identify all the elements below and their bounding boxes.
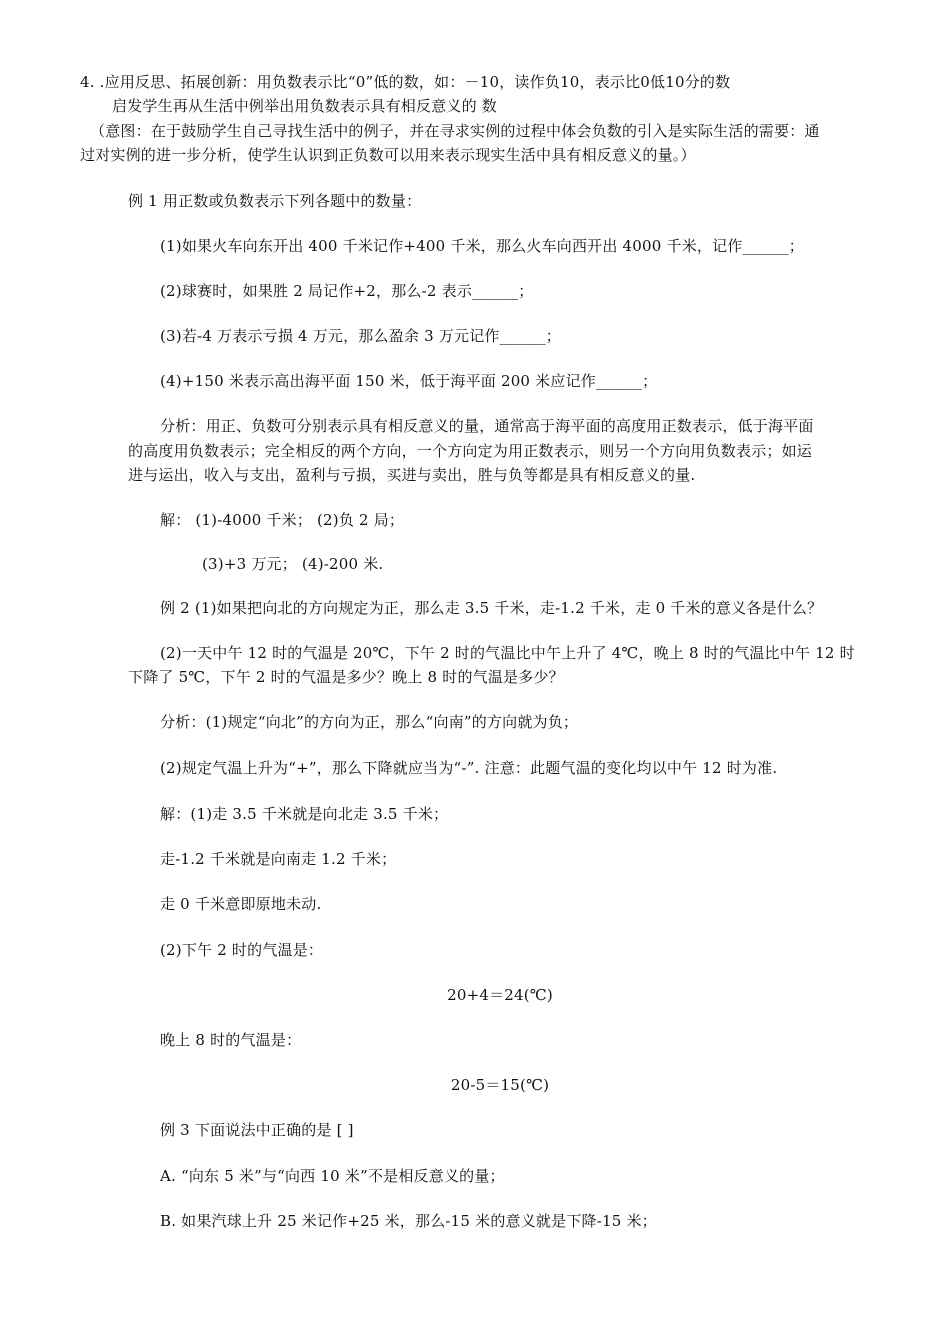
example-1-analysis-line-1: 分析：用正、负数可分别表示具有相反意义的量，通常高于海平面的高度用正数表示，低于海平面 [160,417,814,435]
example-2-question-1: 例 2 (1)如果把向北的方向规定为正，那么走 3.5 千米，走-1.2 千米，走 0 千米的意义各是什么？ [160,599,823,617]
example-2-analysis-2: (2)规定气温上升为“+”，那么下降就应当为“-”. 注意：此题气温的变化均以中午 12 时为准. [160,759,778,777]
example-1-question-3: (3)若-4 万表示亏损 4 万元，那么盈余 3 万元记作______； [160,327,561,345]
section-4-line-2: 启发学生再从生活中例举出用负数表示具有相反意义的 数 [112,97,497,115]
section-4-line-1: 4. .应用反思、拓展创新：用负数表示比“0”低的数，如：－10，读作负10，表示比0低10分的数 [80,73,731,91]
example-2-solution-3: 走 0 千米意即原地未动. [160,895,322,913]
example-1-title: 例 1 用正数或负数表示下列各题中的数量： [128,192,422,210]
example-3-option-b: B. 如果汽球上升 25 米记作+25 米，那么-15 米的意义就是下降-15 米； [160,1212,657,1230]
example-1-analysis-line-2: 的高度用负数表示；完全相反的两个方向，一个方向定为用正数表示，则另一个方向用负数表示；如运 [128,442,813,460]
example-1-question-1: (1)如果火车向东开出 400 千米记作+400 千米，那么火车向西开出 4000 千米，记作______； [160,237,804,255]
example-2-solution-2: 走-1.2 千米就是向南走 1.2 千米； [160,850,397,868]
example-1-question-2: (2)球赛时，如果胜 2 局记作+2，那么-2 表示______； [160,282,534,300]
example-1-solution-line-1: 解： (1)-4000 千米； (2)负 2 局； [160,511,405,529]
example-2-solution-5: 晚上 8 时的气温是： [160,1031,302,1049]
example-2-analysis-1: 分析：(1)规定“向北”的方向为正，那么“向南”的方向就为负； [160,713,579,731]
example-2-question-2-line-1: (2)一天中午 12 时的气温是 20℃，下午 2 时的气温比中午上升了 4℃，晚上 8 时的气温比中午 12 时 [160,644,855,662]
example-2-equation-2: 20-5＝15(℃) [450,1076,550,1094]
example-2-solution-4: (2)下午 2 时的气温是： [160,941,324,959]
example-3-title: 例 3 下面说法中正确的是 [ ] [160,1121,354,1139]
example-2-question-2-line-2: 下降了 5℃，下午 2 时的气温是多少？晚上 8 时的气温是多少？ [128,668,564,686]
intent-line-1: （意图：在于鼓励学生自己寻找生活中的例子，并在寻求实例的过程中体会负数的引入是实际生活的需要：通 [90,122,820,140]
example-3-option-a: A. “向东 5 米”与“向西 10 米”不是相反意义的量； [160,1167,505,1185]
example-2-solution-1: 解：(1)走 3.5 千米就是向北走 3.5 千米； [160,805,449,823]
example-1-question-4: (4)+150 米表示高出海平面 150 米，低于海平面 200 米应记作______； [160,372,658,390]
example-2-equation-1: 20+4＝24(℃) [447,986,553,1004]
intent-line-2: 过对实例的进一步分析，使学生认识到正负数可以用来表示现实生活中具有相反意义的量。） [80,146,696,164]
example-1-solution-line-2: (3)+3 万元； (4)-200 米. [202,555,384,573]
example-1-analysis-line-3: 进与运出，收入与支出，盈利与亏损，买进与卖出，胜与负等都是具有相反意义的量. [128,466,696,484]
